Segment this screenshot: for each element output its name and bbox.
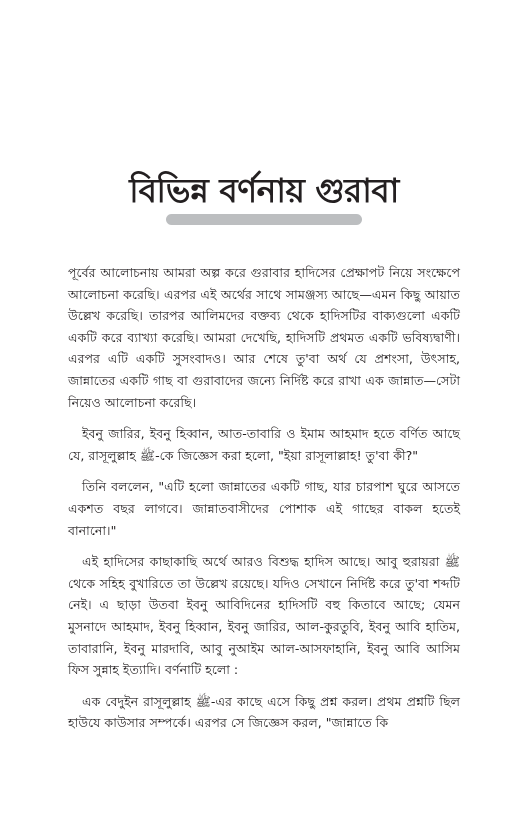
body-text (68, 262, 460, 744)
paragraph-tuba-answer: তিনি বললেন, "এটি হলো জান্নাতের একটি গাছ, যার চারপাশ ঘুরে আসতে একশত বছর লাগবে। জান্নাতবাসীদের পোশাক এই গাছের বাকল হতেই বানানো।" (68, 479, 460, 538)
paragraph-bedouin-narration: এক বেদুইন রাসূলুল্লাহ ﷺ-এর কাছে এসে কিছু প্রশ্ন করল। প্রথম প্রশ্নটি ছিল হাউযে কাউসার সম্পর্কে। এরপর সে জিজ্ঞেস করল, "জান্নাতে কি (68, 693, 460, 731)
chapter-title: বিভিন্ন বর্ণনায় গুরাবা (129, 171, 399, 210)
paragraph-sources: এই হাদিসের কাছাকাছি অর্থে আরও বিশুদ্ধ হাদিস আছে। আবু হুরায়রা ﷺ থেকে সহিহ বুখারিতে তা উল্লেখ রয়েছে। যদিও সেখানে নির্দিষ্ট করে তু'বা শব্দটি নেই। এ ছাড়া উতবা ইবনু আবিদিনের হাদিসটি বহু কিতাবে আছে; যেমন মুসনাদে আহমাদ, ইবনু হিব্বান, ইবনু জারির, আল-কুরতুবি, ইবনু আবি হাতিম, তাবারানি, ইবনু মারদাবি, আবু নুআইম আল-আসফাহানি, ইবনু আবি আসিম ফিস সুন্নাহ ইত্যাদি। বর্ণনাটি হলো : (68, 554, 460, 678)
title-underline-decoration (166, 214, 362, 225)
paragraph-intro-summary: পূর্বের আলোচনায় আমরা অল্প করে গুরাবার হাদিসের প্রেক্ষাপট নিয়ে সংক্ষেপে আলোচনা করেছি। এরপর এই অর্থের সাথে সামঞ্জস্য আছে—এমন কিছু আয়াত উল্লেখ করেছি। তারপর আলিমদের বক্তব্য থেকে হাদিসটির বাক্যগুলো একটি একটি করে ব্যাখ্যা করেছি। আমরা দেখেছি, হাদিসটি প্রথমত একটি ভবিষ্যদ্বাণী। এরপর এটি একটি সুসংবাদও। আর শেষে তু'বা অর্থ যে প্রশংসা, উৎসাহ, জান্নাতের একটি গাছ বা গুরাবাদের জন্যে নির্দিষ্ট করে রাখা এক জান্নাত—সেটা নিয়েও আলোচনা করেছি। (68, 265, 460, 410)
paragraph-tuba-question: ইবনু জারির, ইবনু হিব্বান, আত-তাবারি ও ইমাম আহমাদ হতে বর্ণিত আছে যে, রাসূলুল্লাহ ﷺ-কে জিজ্ঞেস করা হলো, "ইয়া রাসূলাল্লাহ! তু'বা কী?" (68, 426, 460, 463)
